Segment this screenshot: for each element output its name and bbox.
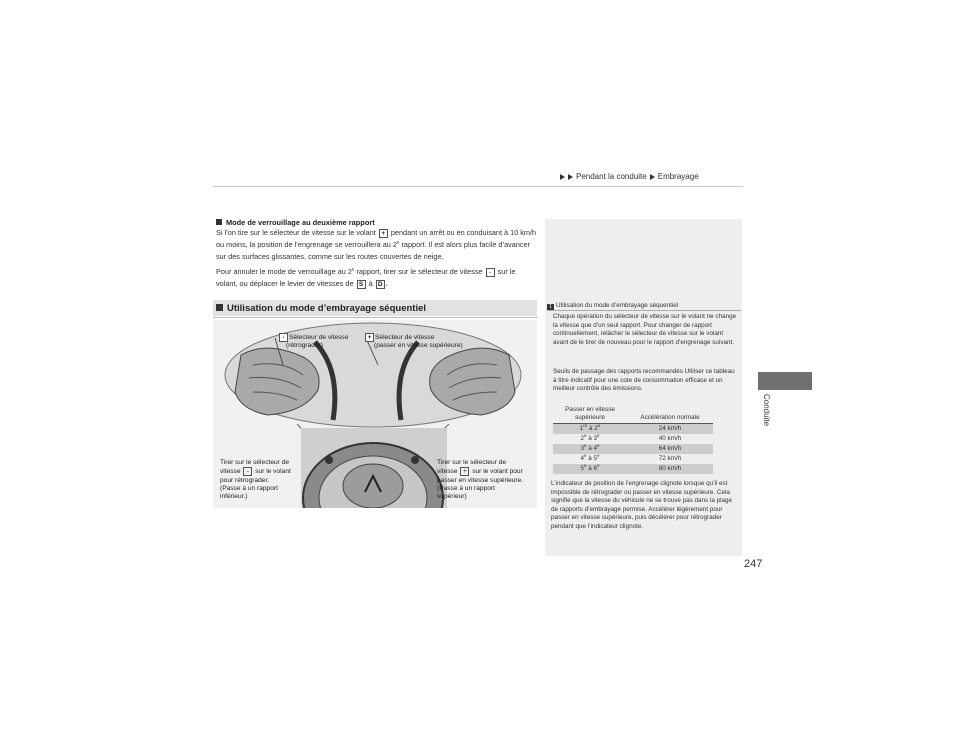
text: sur le volant pour	[472, 468, 523, 476]
table-row	[553, 464, 713, 474]
header-divider	[213, 186, 743, 187]
upshift-callout	[364, 333, 480, 351]
text: passer en vitesse supérieure.	[437, 476, 524, 484]
text: à	[586, 435, 594, 442]
text: rapport, tirer sur le sélecteur de vitesse	[356, 267, 483, 276]
text: vitesse	[437, 468, 458, 476]
lock-mode-paragraph-2	[216, 266, 538, 290]
text: 3	[580, 445, 584, 452]
breadcrumb-arrow-icon	[568, 174, 573, 180]
gear-range-cell	[553, 454, 627, 464]
text: pour rétrograder.	[220, 476, 270, 484]
superscript: e	[597, 422, 601, 428]
lock-mode-heading	[216, 218, 375, 227]
text: à	[586, 465, 594, 472]
plus-key-icon: +	[365, 333, 374, 342]
superscript: e	[583, 442, 587, 448]
note-paragraph-1: Chaque opération du sélecteur de vitesse sur le volant ne change la vitesse que d’un seul rapport. Pour changer de rapport continuellement, relâcher le sélecteur de vitesse sur le volant avant de le tirer de nouveau pour le rapport d’engrenage suivant.	[553, 313, 737, 346]
column-header: Accélération normale	[627, 406, 713, 424]
s-key-icon: S	[357, 280, 366, 289]
text: vitesse	[220, 468, 241, 476]
table-row	[553, 444, 713, 454]
shift-points-table	[553, 406, 713, 474]
breadcrumb-arrow-icon	[650, 174, 655, 180]
text: 6	[593, 465, 598, 472]
superscript: re	[583, 422, 588, 428]
note-paragraph-2: Seuils de passage des rapports recommandés Utiliser ce tableau à titre indicatif pour une cote de consommation efficace et un meilleur contrôle des émissions.	[553, 368, 735, 392]
heading-square-icon	[216, 304, 223, 311]
text: pendant un arrêt ou en conduisant à 10 km/h ou moins, la position de l’engrenage se verrouillera au 2	[216, 228, 537, 249]
text: sur le volant	[255, 468, 291, 476]
text: 2	[594, 425, 598, 432]
gear-range-cell	[553, 444, 627, 454]
text: sur le volant, ou déplacer le levier de vitesses de	[216, 267, 516, 288]
superscript: e	[597, 452, 600, 458]
text: (Passe à un rapport	[437, 484, 495, 492]
superscript: e	[351, 266, 355, 272]
d-key-icon: D	[376, 280, 385, 289]
breadcrumb-item-clutch[interactable]: Embrayage	[657, 172, 699, 181]
breadcrumb	[560, 172, 699, 181]
downshift-callout	[278, 333, 368, 351]
text: inférieur.)	[220, 493, 248, 501]
minus-key-icon: -	[486, 268, 495, 277]
speed-cell: 72 km/h	[658, 455, 682, 462]
callout-text: Sélecteur de vitesse	[375, 334, 435, 341]
minus-key-icon: -	[243, 467, 252, 476]
text: 1	[579, 425, 584, 432]
superscript: e	[583, 462, 587, 468]
text: 5	[580, 465, 584, 472]
plus-key-icon: +	[379, 229, 388, 238]
gear-range-cell	[553, 464, 627, 474]
text: à	[586, 455, 594, 462]
superscript: e	[583, 452, 587, 458]
section-divider	[213, 317, 537, 318]
text: 4	[580, 455, 584, 462]
chapter-tab-label: Conduite	[762, 394, 771, 427]
column-header: Passer en vitesse supérieure	[553, 406, 627, 424]
minus-key-icon: -	[279, 333, 288, 342]
speed-cell: 40 km/h	[658, 435, 682, 442]
note-title-text: Utilisation du mode d’embrayage séquentiel	[556, 302, 679, 309]
table-row	[553, 454, 713, 464]
breadcrumb-arrow-icon	[560, 174, 565, 180]
text: Si l’on tire sur le sélecteur de vitesse sur le volant	[216, 228, 376, 237]
callout-text: (rétrograder)	[286, 342, 324, 350]
table-header-row	[553, 406, 713, 424]
superscript: e	[597, 462, 600, 468]
text: à	[368, 279, 373, 288]
text: Pour annuler le mode de verrouillage au 2	[216, 267, 352, 276]
upshift-instruction	[437, 459, 533, 501]
gear-range-cell	[553, 424, 627, 435]
text: 2	[580, 435, 584, 442]
text: à	[586, 445, 594, 452]
text: (Passe à un rapport	[220, 484, 278, 492]
downshift-instruction	[220, 459, 302, 501]
section-title-text: Utilisation du mode d’embrayage séquentiel	[227, 303, 427, 314]
callout-text: Sélecteur de vitesse	[289, 334, 349, 341]
callout-text: (passer en vitesse supérieure)	[374, 342, 463, 350]
speed-cell: 64 km/h	[627, 444, 713, 454]
text: Tirer sur le sélecteur de	[220, 459, 290, 466]
note-divider	[547, 310, 741, 311]
text: 3	[593, 435, 598, 442]
page-number: 247	[744, 558, 763, 570]
heading-square-icon	[216, 219, 222, 225]
superscript: e	[396, 239, 400, 245]
lock-mode-title: Mode de verrouillage au deuxième rapport	[226, 218, 375, 227]
plus-key-icon: +	[460, 467, 469, 476]
speed-cell: 24 km/h	[627, 424, 713, 435]
table-row	[553, 424, 713, 435]
note-paragraph-3: L’indicateur de position de l’engrenage clignote lorsque qu’il est impossible de rétrograder ou passer en vitesse supérieure. Cela signifie que la vitesse du véhicule ne se trouve pas dans la plage de rapports d’embrayage permise. Accélérer légèrement pour passer en vitesse supérieure, puis décélérer pour rétrograder pendant que l’indicateur clignote.	[551, 480, 732, 530]
superscript: e	[597, 432, 600, 438]
lock-mode-paragraph-1	[216, 227, 538, 263]
text: à	[587, 425, 595, 432]
note-number-icon: 1	[547, 304, 554, 311]
text: supérieur)	[437, 493, 467, 501]
superscript: e	[583, 432, 587, 438]
text: 5	[593, 455, 598, 462]
text: Tirer sur le sélecteur de	[437, 459, 507, 466]
section-title	[216, 303, 426, 314]
superscript: e	[597, 442, 600, 448]
text: rapport. Il est alors plus facile d’avancer sur des surfaces glissantes, comme sur les routes couvertes de neige.	[216, 240, 531, 261]
gear-range-cell	[553, 434, 627, 444]
breadcrumb-item-driving[interactable]: Pendant la conduite	[576, 172, 647, 181]
table-row	[553, 434, 713, 444]
text: 4	[593, 445, 598, 452]
chapter-tab[interactable]	[758, 372, 812, 390]
text: .	[385, 279, 388, 288]
speed-cell: 80 km/h	[627, 464, 713, 474]
